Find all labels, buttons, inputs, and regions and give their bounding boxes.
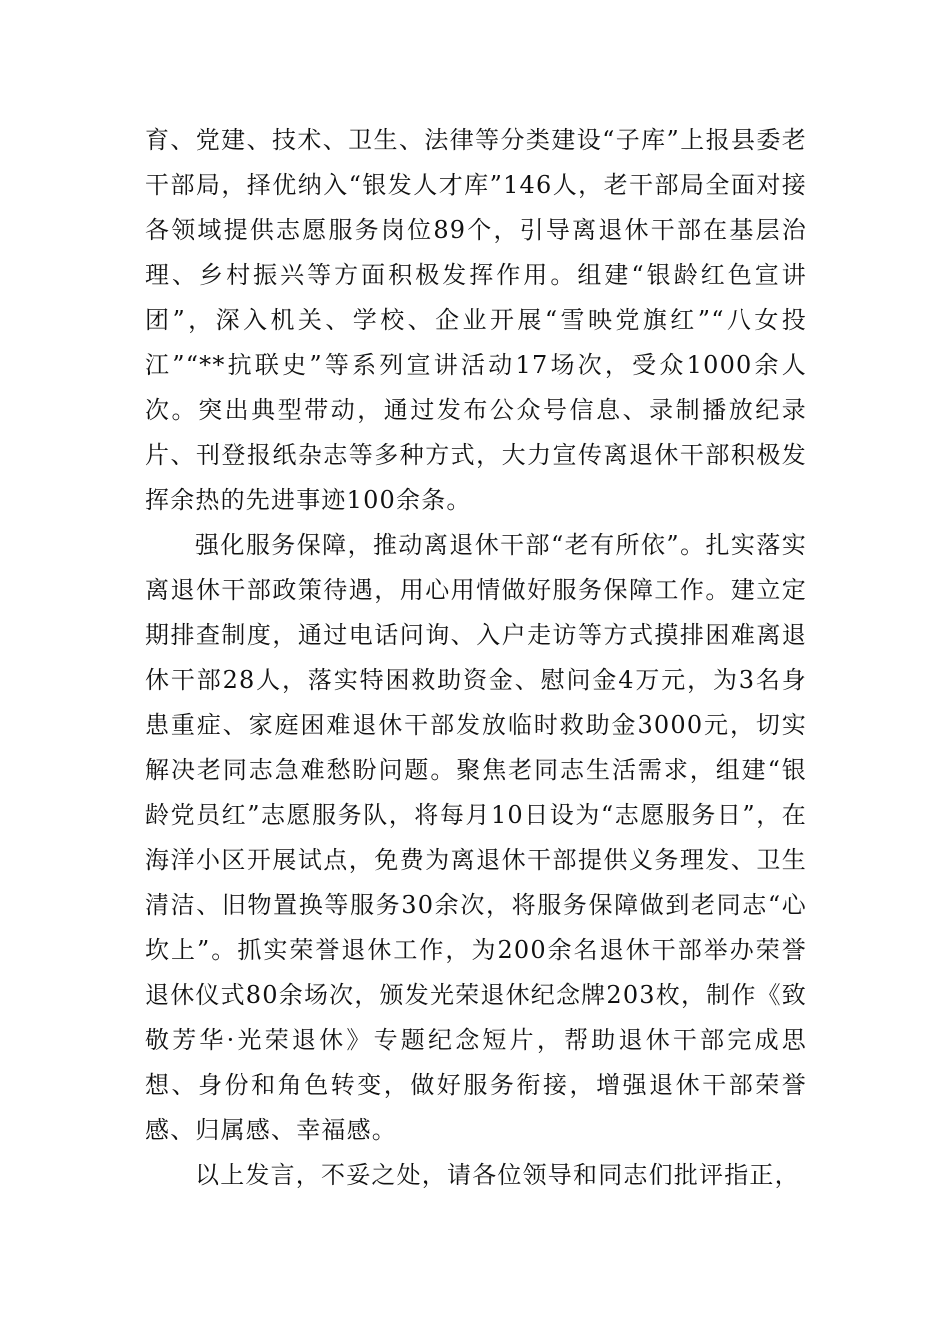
paragraph-service-guarantee: 强化服务保障，推动离退休干部“老有所依”。扎实落实离退休干部政策待遇，用心用情做好服务保障工作。建立定期排查制度，通过电话问询、入户走访等方式摸排困难离退休干部28人，落实特困救助资金、慰问金4万元，为3名身患重症、家庭困难退休干部发放临时救助金3000元，切实解决老同志急难愁盼问题。聚焦老同志生活需求，组建“银龄党员红”志愿服务队，将每月10日设为“志愿服务日”，在海洋小区开展试点，免费为离退休干部提供义务理发、卫生清洁、旧物置换等服务30余次，将服务保障做到老同志“心坎上”。抓实荣誉退休工作，为200余名退休干部举办荣誉退休仪式80余场次，颁发光荣退休纪念牌203枚，制作《致敬芳华·光荣退休》专题纪念短片，帮助退休干部完成思想、身份和角色转变，做好服务衔接，增强退休干部荣誉感、归属感、幸福感。: [145, 531, 807, 1144]
paragraph-continuation: 育、党建、技术、卫生、法律等分类建设“子库”上报县委老干部局，择优纳入“银发人才库”146人，老干部局全面对接各领域提供志愿服务岗位89个，引导离退休干部在基层治理、乡村振兴等方面积极发挥作用。组建“银龄红色宣讲团”，深入机关、学校、企业开展“雪映党旗红”“八女投江”“**抗联史”等系列宣讲活动17场次，受众1000余人次。突出典型带动，通过发布公众号信息、录制播放纪录片、刊登报纸杂志等多种方式，大力宣传离退休干部积极发挥余热的先进事迹100余条。: [145, 126, 807, 514]
document-body: [145, 118, 807, 1198]
paragraph-closing: 以上发言，不妥之处，请各位领导和同志们批评指正，: [195, 1161, 800, 1189]
